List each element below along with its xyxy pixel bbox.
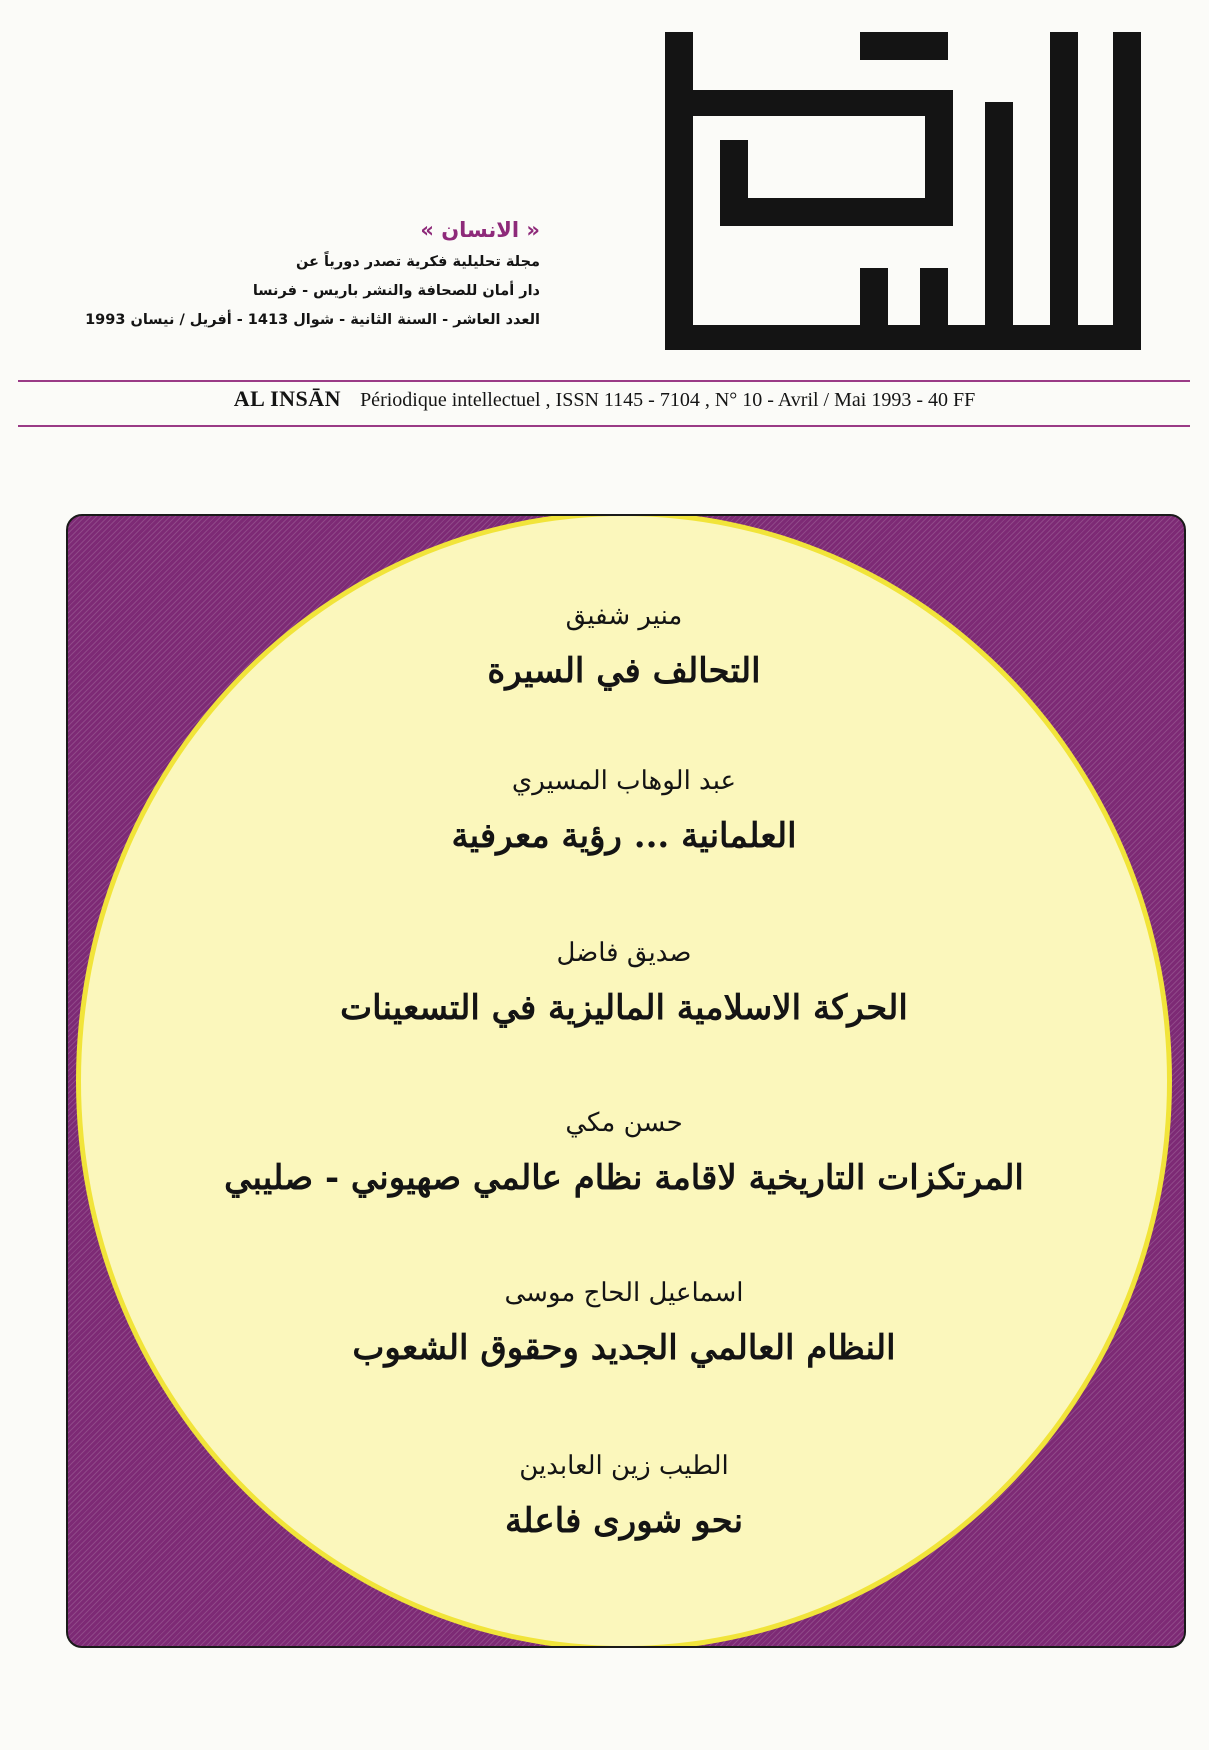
article-author: صديق فاضل — [556, 938, 692, 968]
article-6 — [66, 1449, 1182, 1543]
article-title: الحركة الاسلامية الماليزية في التسعينات — [340, 988, 908, 1028]
logo-text: الانسان — [665, 30, 669, 31]
article-4 — [66, 1106, 1182, 1200]
article-title: نحو شورى فاعلة — [504, 1501, 744, 1541]
publisher-line-2: دار أمان للصحافة والنشر باريس - فرنسا — [252, 283, 540, 299]
article-title: المرتكزات التاريخية لاقامة نظام عالمي صهيوني - صليبي — [224, 1158, 1024, 1198]
top-divider — [18, 380, 1190, 382]
magazine-logo — [665, 30, 1165, 360]
masthead-details: Périodique intellectuel , ISSN 1145 - 7104 , N° 10 - Avril / Mai 1993 - 40 FF — [360, 389, 976, 411]
article-author: اسماعيل الحاج موسى — [504, 1278, 744, 1308]
article-3 — [66, 936, 1182, 1030]
article-title: العلمانية ... رؤية معرفية — [451, 816, 797, 856]
masthead-bar — [0, 386, 1209, 412]
publisher-info — [70, 218, 540, 341]
logo-wordmark — [665, 32, 1141, 350]
masthead-name: AL INSĀN — [233, 386, 342, 411]
article-author: حسن مكي — [565, 1108, 683, 1138]
article-title: التحالف في السيرة — [487, 651, 761, 691]
magazine-name: « الانسان » — [420, 218, 540, 242]
article-author: منير شفيق — [565, 601, 683, 631]
article-2 — [66, 764, 1182, 858]
article-1 — [66, 599, 1182, 693]
article-author: الطيب زين العابدين — [519, 1451, 729, 1481]
bottom-divider — [18, 425, 1190, 427]
publisher-line-1: مجلة تحليلية فكرية تصدر دورياً عن — [295, 254, 540, 270]
article-title: النظام العالمي الجديد وحقوق الشعوب — [352, 1328, 896, 1368]
article-5 — [66, 1276, 1182, 1370]
issue-date-line: العدد العاشر - السنة الثانية - شوال 1413 - أفريل / نيسان 1993 — [85, 312, 540, 328]
article-author: عبد الوهاب المسيري — [511, 766, 737, 796]
